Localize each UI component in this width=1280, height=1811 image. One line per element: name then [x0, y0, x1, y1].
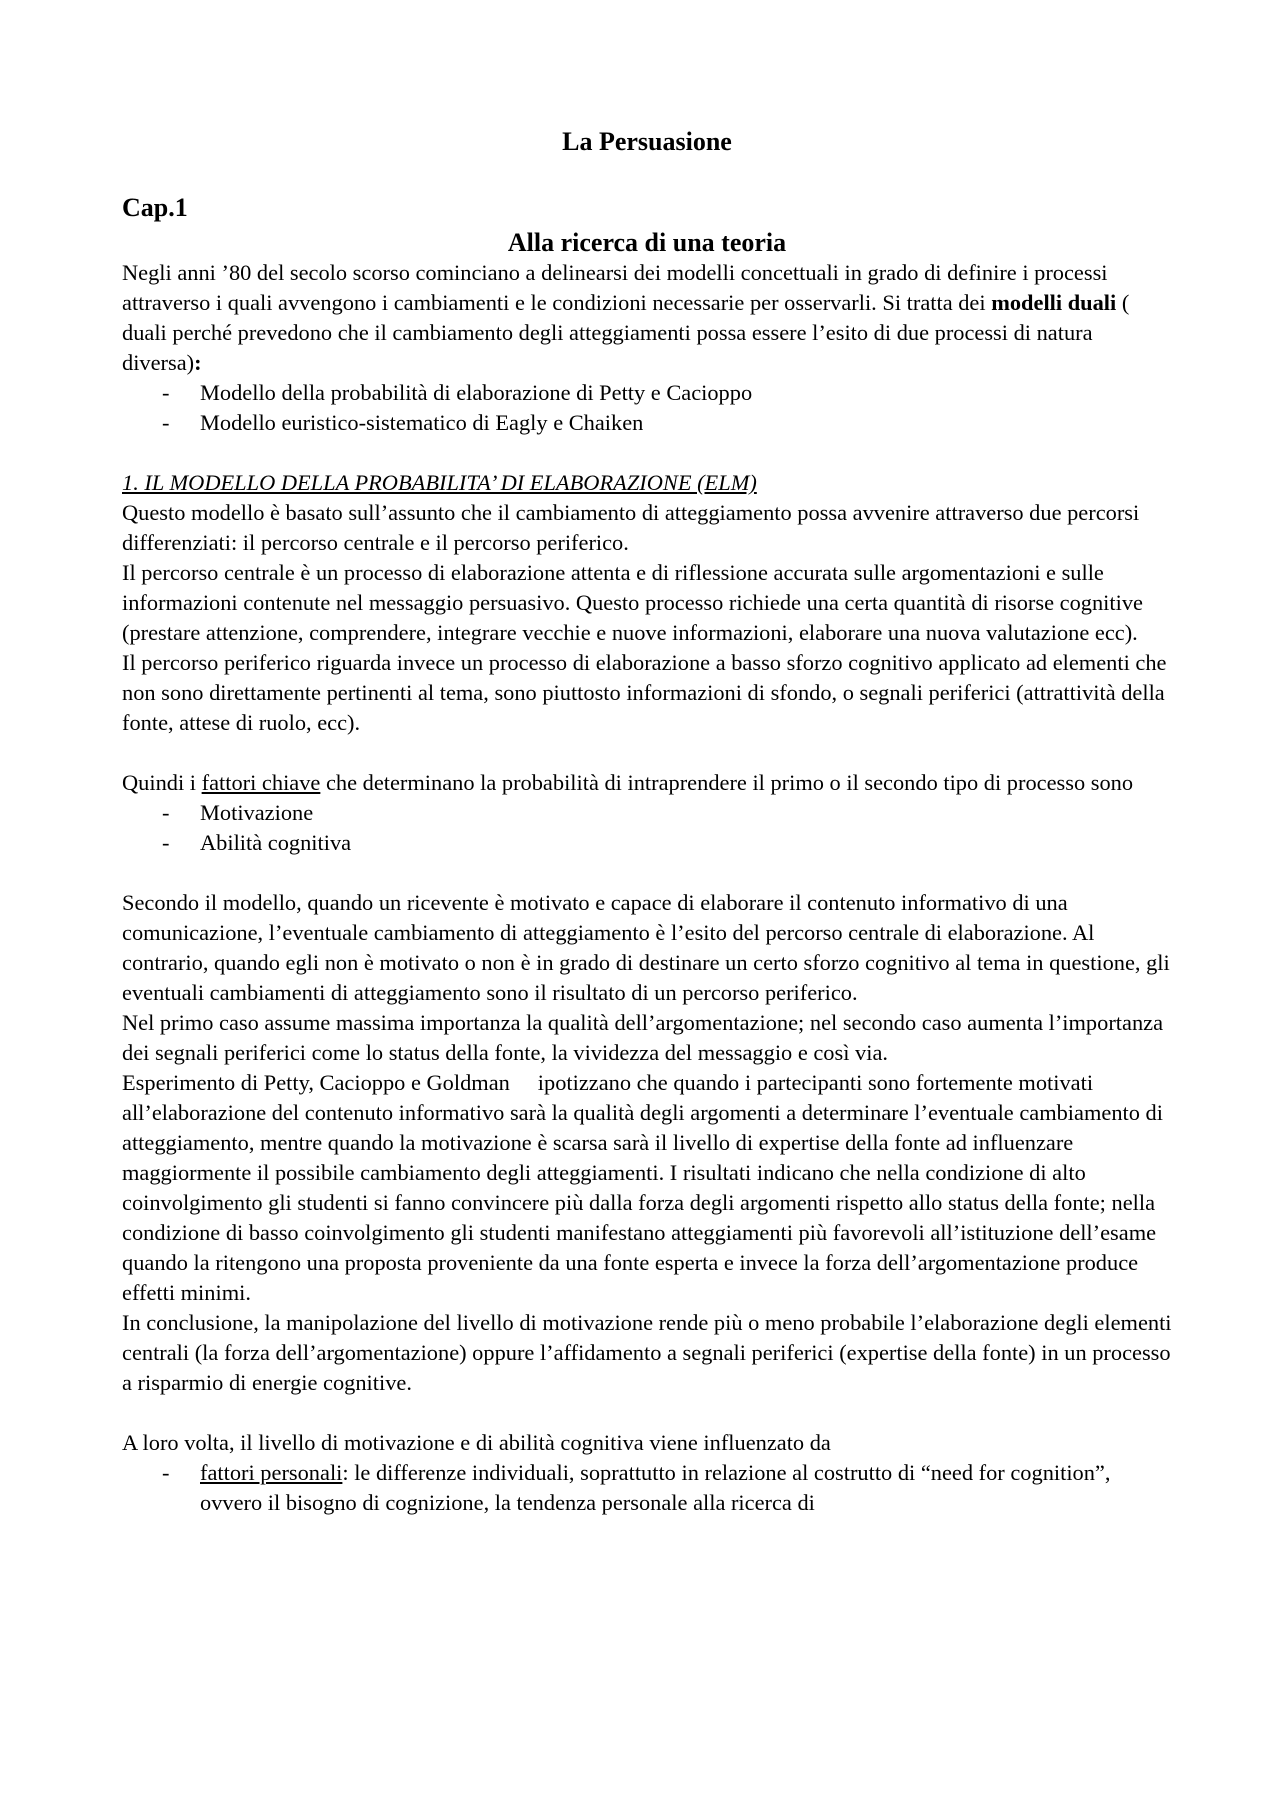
- chapter-subtitle: Alla ricerca di una teoria: [507, 228, 787, 257]
- influence-text: : le differenze individuali, soprattutto in relazione al costrutto di “need for cognition”, ovvero il bisogno di cognizione, la tendenza personale alla ricerca di: [200, 1460, 1111, 1515]
- influences-list: [122, 1458, 1172, 1518]
- paragraph: Secondo il modello, quando un ricevente è motivato e capace di elaborare il contenuto informativo di una comunicazione, l’eventuale cambiamento di atteggiamento è l’esito del percorso centrale di elaborazione. Al contrario, quando egli non è motivato o non è in grado di destinare un certo sforzo cognitivo al tema in questione, gli eventuali cambiamenti di atteggiamento sono il risultato di un percorso periferico.: [122, 890, 1170, 1005]
- models-list: [122, 378, 1172, 438]
- influence-term: fattori personali: [200, 1460, 343, 1485]
- section-heading: 1. IL MODELLO DELLA PROBABILITA’ DI ELABORAZIONE (ELM): [122, 470, 757, 495]
- document-body: [122, 122, 1172, 1518]
- list-item: [162, 1458, 1172, 1518]
- intro-colon: :: [194, 350, 202, 375]
- paragraph: A loro volta, il livello di motivazione e di abilità cognitiva viene influenzato da: [122, 1430, 831, 1455]
- list-item: - Abilità cognitiva: [162, 828, 1172, 858]
- list-item: - Modello euristico-sistematico di Eagly e Chaiken: [162, 408, 1172, 438]
- key-factors-post: che determinano la probabilità di intraprendere il primo o il secondo tipo di processo sono: [320, 770, 1134, 795]
- intro-bold-term: modelli duali: [991, 290, 1117, 315]
- factors-list: [122, 798, 1172, 858]
- document-title: La Persuasione: [562, 127, 732, 156]
- key-factors-pre: Quindi i: [122, 770, 202, 795]
- intro-paragraph: [122, 258, 1172, 378]
- paragraph: Il percorso centrale è un processo di elaborazione attenta e di riflessione accurata sulle argomentazioni e sulle informazioni contenute nel messaggio persuasivo. Questo processo richiede una certa quantità di risorse cognitive (prestare attenzione, comprendere, integrare vecchie e nuove informazioni, elaborare una nuova valutazione ecc).: [122, 560, 1143, 645]
- paragraph: Questo modello è basato sull’assunto che il cambiamento di atteggiamento possa avvenire attraverso due percorsi differenziati: il percorso centrale e il percorso periferico.: [122, 500, 1140, 555]
- list-item: - Motivazione: [162, 798, 1172, 828]
- paragraph: Il percorso periferico riguarda invece un processo di elaborazione a basso sforzo cognitivo applicato ad elementi che non sono direttamente pertinenti al tema, sono piuttosto informazioni di sfondo, o segnali periferici (attrattività della fonte, attese di ruolo, ecc).: [122, 650, 1167, 735]
- paragraph: In conclusione, la manipolazione del livello di motivazione rende più o meno probabile l’elaborazione degli elementi centrali (la forza dell’argomentazione) oppure l’affidamento a segnali periferici (expertise della fonte) in un processo a risparmio di energie cognitive.: [122, 1310, 1172, 1395]
- list-item: - Modello della probabilità di elaborazione di Petty e Cacioppo: [162, 378, 1172, 408]
- paragraph-key-factors: [122, 768, 1172, 798]
- intro-text-post: ( duali perché prevedono che il cambiamento degli atteggiamenti possa essere l’esito di due processi di natura diversa): [122, 290, 1130, 375]
- intro-text-pre: Negli anni ’80 del secolo scorso cominciano a delinearsi dei modelli concettuali in grado di definire i processi attraverso i quali avvengono i cambiamenti e le condizioni necessarie per osservarli. Si tratta dei: [122, 260, 1108, 315]
- chapter-label: Cap.1: [122, 193, 188, 222]
- paragraph: Nel primo caso assume massima importanza la qualità dell’argomentazione; nel secondo caso aumenta l’importanza dei segnali periferici come lo status della fonte, la vividezza del messaggio e così via.: [122, 1010, 1164, 1065]
- paragraph: Esperimento di Petty, Cacioppo e Goldman ipotizzano che quando i partecipanti sono fortemente motivati all’elaborazione del contenuto informativo sarà la qualità degli argomenti a determinare l’eventuale cambiamento di atteggiamento, mentre quando la motivazione è scarsa sarà il livello di expertise della fonte ad influenzare maggiormente il possibile cambiamento degli atteggiamenti. I risultati indicano che nella condizione di alto coinvolgimento gli studenti si fanno convincere più dalla forza degli argomenti rispetto allo status della fonte; nella condizione di basso coinvolgimento gli studenti manifestano atteggiamenti più favorevoli all’istituzione dell’esame quando la ritengono una proposta proveniente da una fonte esperta e invece la forza dell’argomentazione produce effetti minimi.: [122, 1070, 1169, 1305]
- key-factors-term: fattori chiave: [201, 770, 321, 795]
